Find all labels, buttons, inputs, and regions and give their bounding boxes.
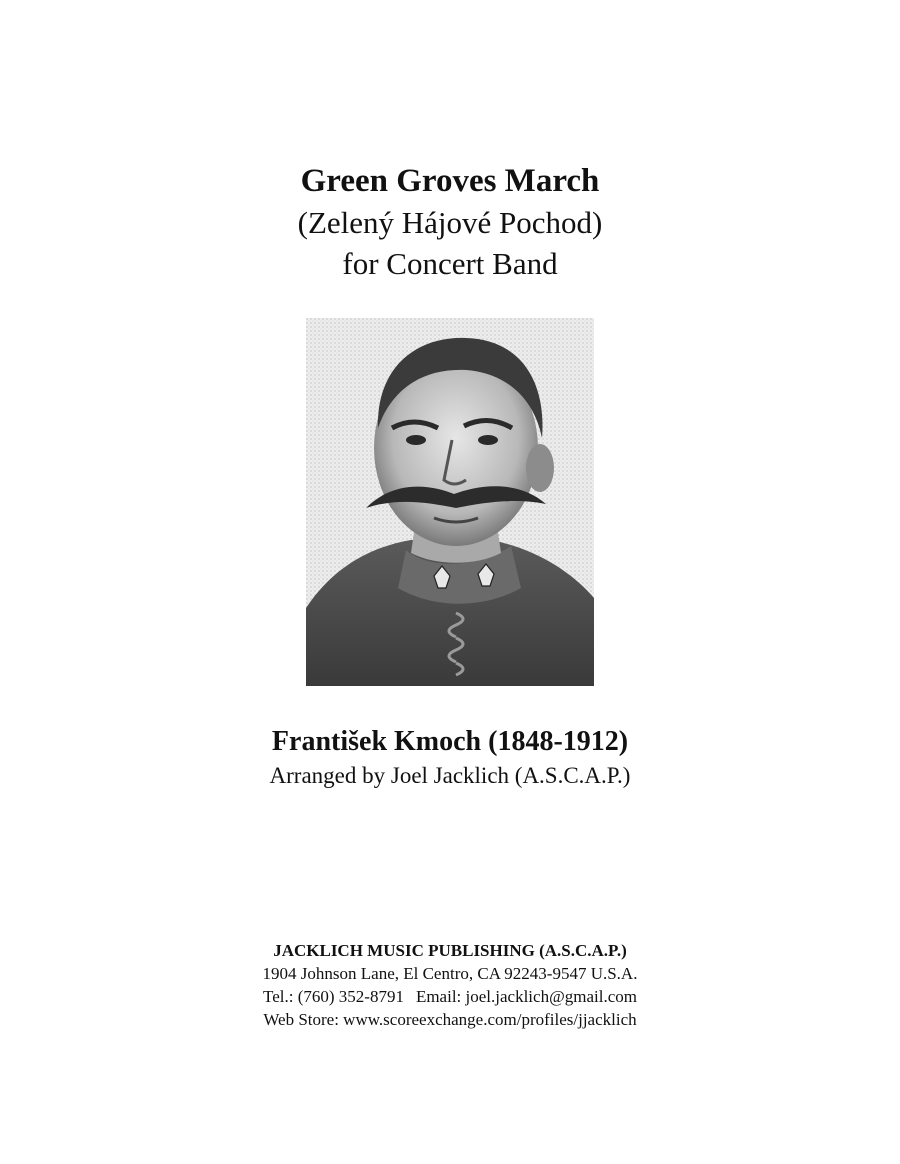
publisher-webstore: Web Store: www.scoreexchange.com/profiles/jjacklich	[263, 1010, 637, 1029]
composer-credit: František Kmoch (1848-1912)	[271, 726, 629, 757]
composer-portrait	[306, 318, 594, 686]
portrait-photo-icon	[306, 318, 594, 686]
page-title: Green Groves March	[300, 163, 600, 199]
publisher-name: JACKLICH MUSIC PUBLISHING (A.S.C.A.P.)	[273, 941, 627, 960]
publisher-email: Email: joel.jacklich@gmail.com	[415, 987, 637, 1006]
publisher-address: 1904 Johnson Lane, El Centro, CA 92243-9547 U.S.A.	[262, 964, 638, 983]
publisher-contact	[0, 986, 900, 1008]
arranger-credit: Arranged by Joel Jacklich (A.S.C.A.P.)	[269, 763, 631, 788]
instrumentation-label: for Concert Band	[342, 246, 558, 281]
page-subtitle: (Zelený Hájové Pochod)	[297, 205, 603, 240]
publisher-tel: Tel.: (760) 352-8791	[263, 987, 404, 1006]
